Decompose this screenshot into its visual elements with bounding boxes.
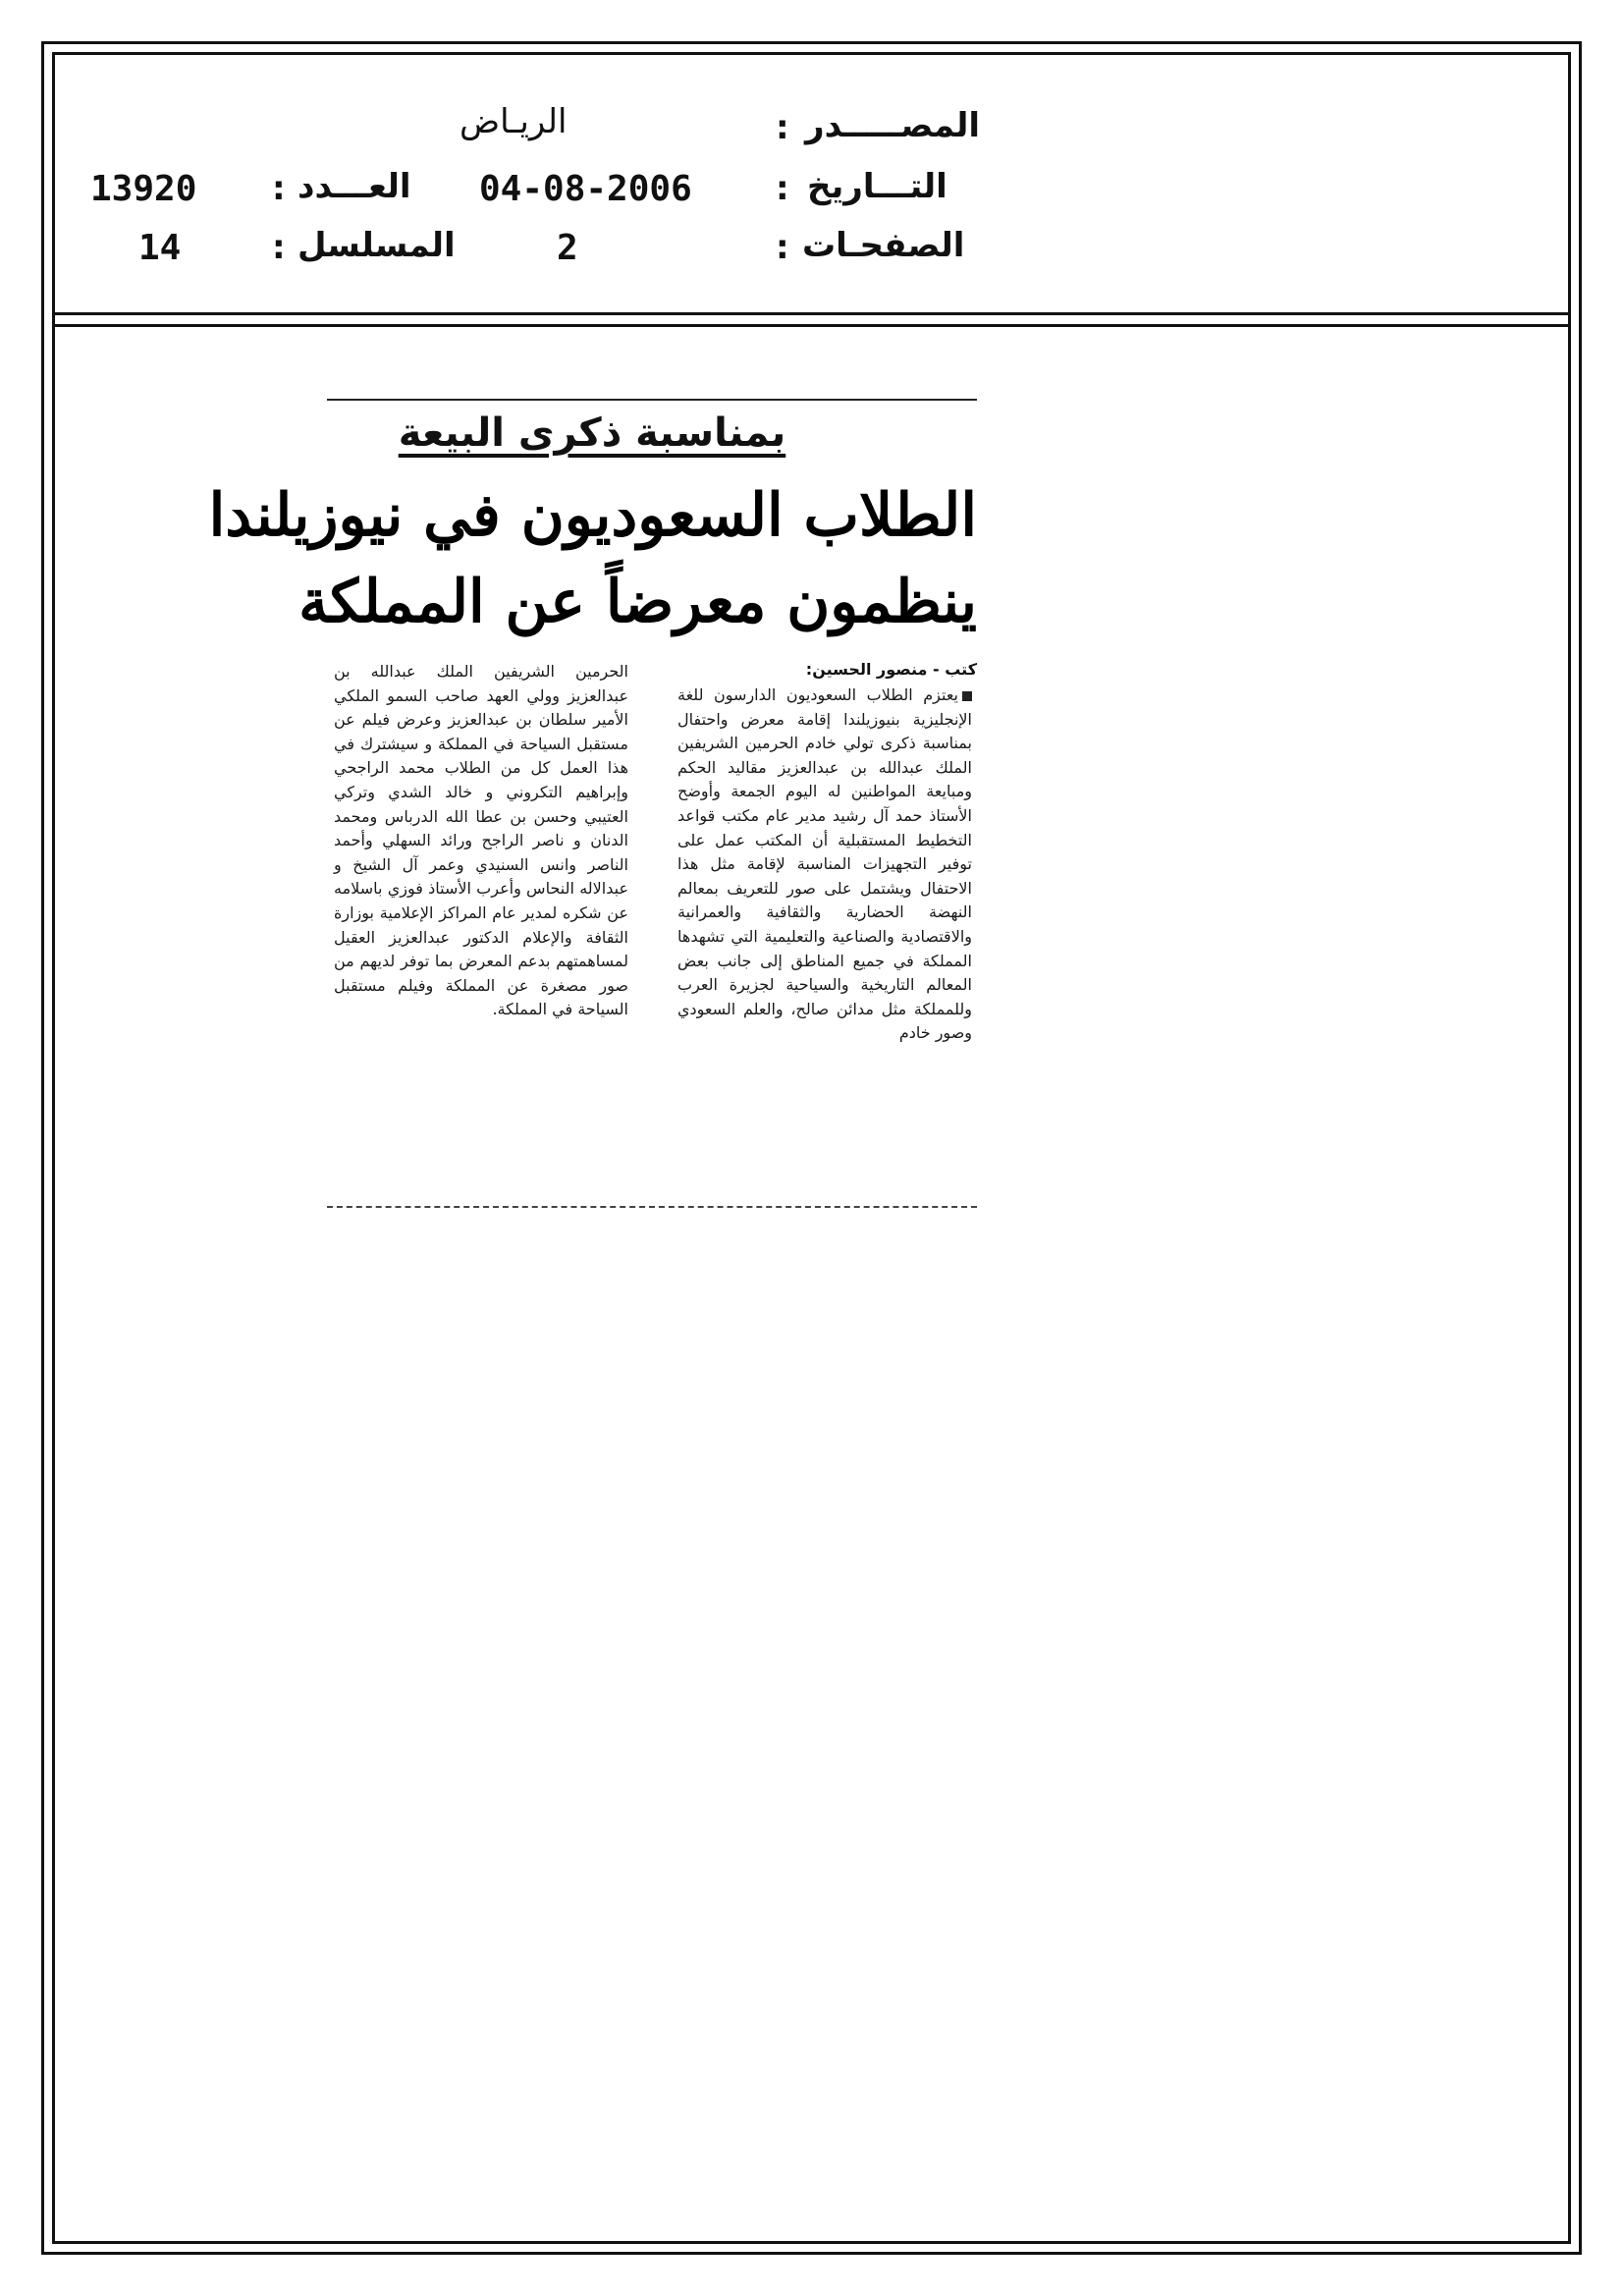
date-value: 04-08-2006 xyxy=(479,169,692,209)
serial-label: المسلسل xyxy=(298,226,456,265)
issue-label: العـــدد xyxy=(298,167,411,206)
article-headline-line2: ينظمون معرضاً عن المملكة xyxy=(298,568,977,636)
article-column-right-text: يعتزم الطلاب السعوديون الدارسون للغة الإنجليزية بنيوزيلندا إقامة معرض واحتفال بمناسبة ذكرى تولي خادم الحرمين الشريفين الملك عبدالله بن عبدالعزيز مقاليد الحكم ومبايعة المواطنين له اليوم الجمعة وأوضح الأستاذ حمد آل رشيد مدير عام مكتب قواعد التخطيط المستقبلية أن المكتب عمل على توفير التجهيزات المناسبة لإقامة مثل هذا الاحتفال ويشتمل على صور للتعريف بمعالم النهضة الحضارية والثقافية والعمرانية والاقتصادية والصناعية والتعليمية التي تشهدها المملكة في جميع المناطق إلى جانب بعض المعالم التاريخية والسياحية لجزيرة العرب وللمملكة مثل مدائن صالح، والعلم السعودي وصور خادم xyxy=(677,685,972,1043)
article-column-left-text: الحرمين الشريفين الملك عبدالله بن عبدالعزيز وولي العهد صاحب السمو الملكي الأمير سلطان بن عبدالعزيز وعرض فيلم عن مستقبل السياحة في المملكة و سيشترك في هذا العمل كل من الطلاب محمد الراجحي وإبراهيم التكروني و خالد الشدي وتركي العتيبي وحسن بن عطا الله الدرباس ومحمد الدنان و ناصر الراجح ورائد السهلي وأحمد الناصر وانس السنيدي وعمر آل الشيخ و عبدالاله النحاس وأعرب الأستاذ فوزي باسلامه عن شكره لمدير عام المراكز الإعلامية بوزارة الثقافة والإعلام الدكتور عبدالعزيز العقيل لمساهمتهم بدعم المعرض بما توفر لديهم من صور مصغرة عن المملكة وفيلم مستقبل السياحة في المملكة. xyxy=(334,662,628,1019)
date-label: التـــاريخ xyxy=(807,167,947,206)
clipping-top-rule xyxy=(327,399,977,401)
clipping-bottom-rule xyxy=(327,1206,977,1208)
article-column-left xyxy=(334,660,628,1022)
serial-colon: : xyxy=(272,228,286,267)
pages-label: الصفحـات xyxy=(802,226,965,265)
header-divider-top xyxy=(52,312,1571,315)
article-column-right xyxy=(677,683,972,1046)
article-byline: كتب - منصور الحسين: xyxy=(805,660,977,679)
serial-value: 14 xyxy=(138,228,182,268)
issue-colon: : xyxy=(272,169,286,208)
article-headline-line1: الطلاب السعوديون في نيوزيلندا xyxy=(208,481,977,550)
date-colon: : xyxy=(776,169,789,208)
article-kicker: بمناسبة ذكرى البيعة xyxy=(398,410,786,456)
pages-value: 2 xyxy=(557,228,578,268)
source-value: الريـاض xyxy=(460,102,568,141)
source-label: المصـــــدر xyxy=(805,106,981,145)
square-bullet-icon xyxy=(962,691,972,701)
issue-value: 13920 xyxy=(90,169,197,209)
header-divider-bottom xyxy=(52,324,1571,327)
pages-colon: : xyxy=(776,228,789,267)
source-colon: : xyxy=(776,108,789,147)
page-frame-inner xyxy=(52,52,1571,2244)
